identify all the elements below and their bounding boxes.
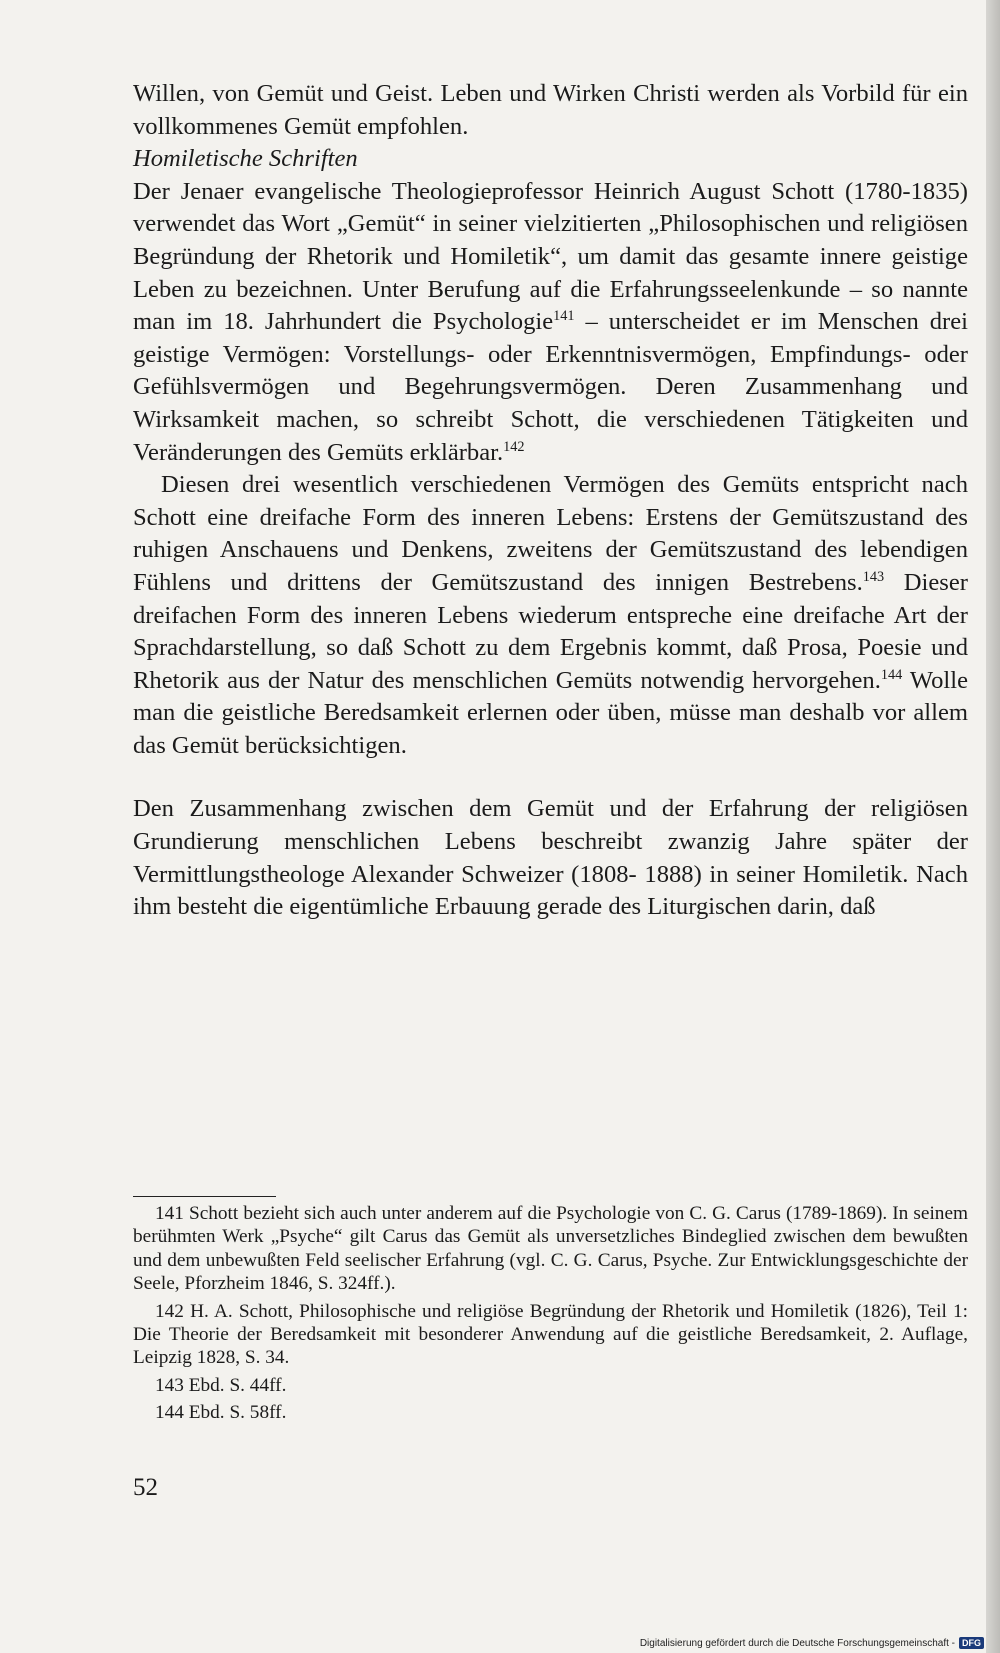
page-edge-shadow — [986, 0, 1000, 1653]
footnote-141: 141 Schott bezieht sich auch unter anderem auf die Psychologie von C. G. Carus (1789-1869). In seinem berühmten Werk „Psyche“ gilt Carus das Gemüt als unversetzliches Bindeglied zwischen dem bewußten und dem unbewußten Feld seelischer Erfahrung (vgl. C. G. Carus, Psyche. Zur Entwicklungsgeschichte der Seele, Pforzheim 1846, S. 324ff.). — [133, 1203, 968, 1295]
paragraph-text: – unterscheidet er im Menschen drei geistige Vermögen: Vorstellungs- oder Erkenntnisvermögen, Empfindungs- oder Gefühlsvermögen und Begehrungsvermögen. Deren Zusammenhang und Wirksamkeit machen, so schreibt Schott, die verschiedenen Tätigkeiten und Veränderungen des Gemüts erklärbar. — [133, 308, 968, 466]
footnote-ref-142[interactable]: 142 — [503, 438, 525, 455]
footnote-143: 143 Ebd. S. 44ff. — [155, 1374, 287, 1396]
footnote-separator — [133, 1196, 276, 1197]
footnote-ref-143[interactable]: 143 — [862, 569, 885, 586]
digitization-credit — [640, 1637, 984, 1649]
paragraph-gap — [133, 762, 968, 793]
footnote-ref-141[interactable]: 141 — [553, 308, 575, 325]
paragraph-text: Wolle man die geistliche Beredsamkeit erlernen oder üben, müsse man deshalb vor allem das Gemüt berücksichtigen. — [133, 666, 968, 759]
paragraph-text: Der Jenaer evangelische Theologieprofessor Heinrich August Schott (1780-1835) verwendet das Wort „Gemüt“ in seiner vielzitierten „Philosophischen und religiösen Begründung der Rhetorik und Homiletik“, um damit das gesamte innere geistige Leben zu bezeichnen. Unter Berufung auf die Erfahrungsseelenkunde – so nannte man im 18. Jahrhundert die Psychologie — [133, 177, 968, 336]
main-text — [133, 78, 968, 924]
paragraph-text: Diesen drei wesentlich verschiedenen Vermögen des Gemüts entspricht nach Schott eine dreifache Form des inneren Lebens: Erstens der Gemütszustand des ruhigen Anschauens und Denkens, zweitens der Gemütszustand des lebendigen Fühlens und drittens der Gemütszustand des innigen Bestrebens. — [133, 471, 968, 596]
dfg-logo-icon: DFG — [959, 1637, 984, 1649]
footnote-144: 144 Ebd. S. 58ff. — [155, 1402, 287, 1424]
paragraph-schweizer: Den Zusammenhang zwischen dem Gemüt und der Erfahrung der religiösen Grundierung menschlichen Lebens beschreibt zwanzig Jahre später der Vermittlungstheologe Alexander Schweizer (1808- 1888) in seiner Homiletik. Nach ihm besteht die eigentümliche Erbauung gerade des Liturgischen darin, daß — [133, 795, 968, 921]
section-heading: Homiletische Schriften — [133, 145, 358, 173]
credit-text: Digitalisierung gefördert durch die Deutsche Forschungsgemeinschaft - — [639, 1637, 955, 1649]
footnote-142: 142 H. A. Schott, Philosophische und religiöse Begründung der Rhetorik und Homiletik (1826), Teil 1: Die Theorie der Beredsamkeit mit besonderer Anwendung auf die geistliche Beredsamkeit, 2. Auflage, Leipzig 1828, S. 34. — [133, 1300, 968, 1369]
paragraph-vermoegen — [133, 469, 968, 762]
footnotes — [133, 1202, 968, 1429]
page-number: 52 — [133, 1474, 158, 1501]
footnote-ref-144[interactable]: 144 — [880, 666, 903, 683]
paragraph-schott — [133, 176, 968, 469]
paragraph-continuation: Willen, von Gemüt und Geist. Leben und Wirken Christi werden als Vorbild für ein vollkommenes Gemüt empfohlen. — [133, 80, 968, 140]
paragraph-text: Dieser dreifachen Form des inneren Lebens wiederum entspreche eine dreifache Art der Sprachdarstellung, so daß Schott zu dem Ergebnis kommt, daß Prosa, Poesie und Rhetorik aus der Natur des menschlichen Gemüts notwendig hervorgehen. — [133, 568, 968, 694]
